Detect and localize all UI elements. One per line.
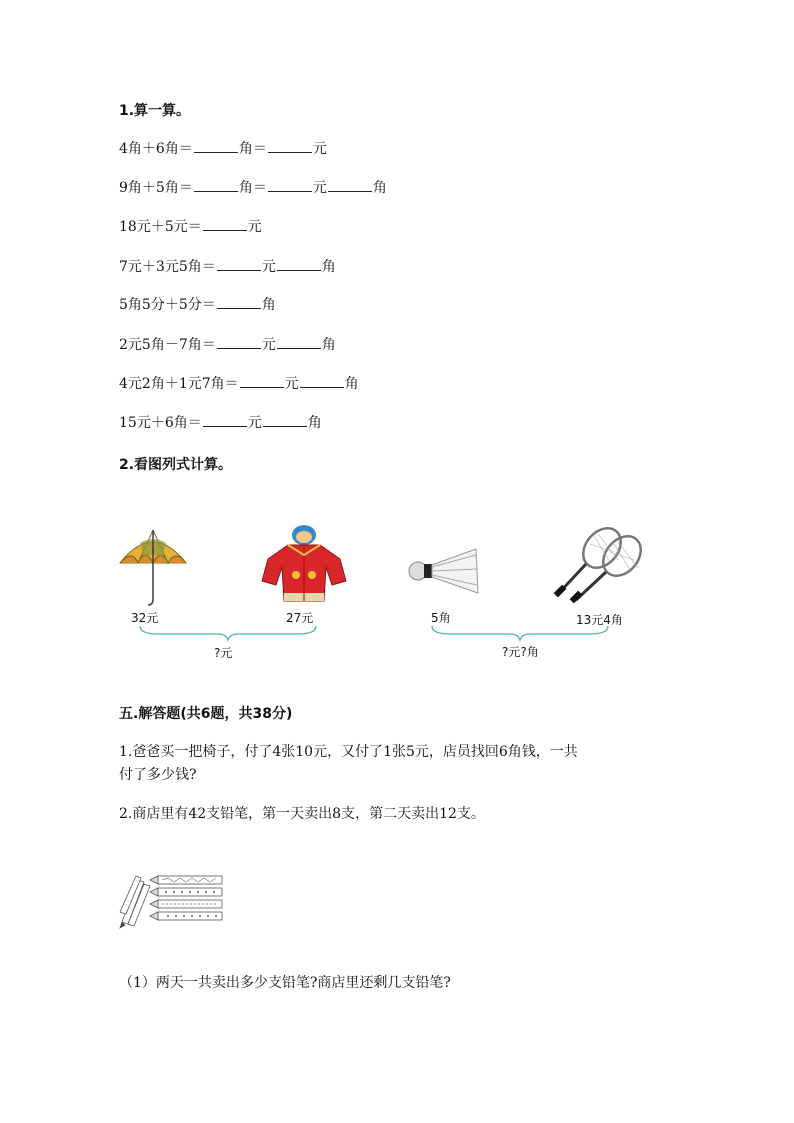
problem-text: 角 <box>307 415 322 431</box>
umbrella-price: 32元 <box>131 611 159 625</box>
shuttlecock-price: 5角 <box>431 611 451 625</box>
problem-text: 角 <box>321 259 336 275</box>
answer-blank[interactable] <box>300 373 344 388</box>
racket-price: 13元4角 <box>576 613 623 627</box>
section1-title: 1.算一算。 <box>119 103 191 119</box>
calc-problem-row <box>119 177 387 197</box>
problem-text: 7元＋3元5角＝ <box>119 259 216 275</box>
problem-text: 元 <box>312 141 327 157</box>
problem-text: 元 <box>284 376 299 392</box>
problem-text: 9角＋5角＝ <box>119 180 193 196</box>
q1-line2: 付了多少钱? <box>119 767 197 783</box>
shuttlecock-icon <box>406 545 481 595</box>
question-left: ?元 <box>214 646 233 660</box>
racket-icon <box>552 522 648 606</box>
problem-text: 18元＋5元＝ <box>119 219 202 235</box>
umbrella-icon <box>118 527 188 607</box>
left-brace <box>138 624 318 642</box>
calc-problem-row <box>119 373 359 393</box>
calc-problem-row <box>119 294 276 314</box>
problem-text: 2元5角－7角＝ <box>119 337 216 353</box>
q2-sub1: （1）两天一共卖出多少支铅笔?商店里还剩几支铅笔? <box>119 975 451 991</box>
calc-problem-row <box>119 334 336 354</box>
problem-text: 元 <box>247 219 262 235</box>
problem-text: 元 <box>312 180 327 196</box>
answer-blank[interactable] <box>203 412 247 427</box>
calc-problem-row <box>119 412 322 432</box>
problem-text: 角 <box>372 180 387 196</box>
problem-text: 角 <box>321 337 336 353</box>
coat-price: 27元 <box>286 611 314 625</box>
answer-blank[interactable] <box>194 177 238 192</box>
problem-text: 元 <box>261 259 276 275</box>
pencils-icon <box>118 872 228 930</box>
q2-text: 2.商店里有42支铅笔，第一天卖出8支，第二天卖出12支。 <box>119 806 485 822</box>
problem-text: 5角5分＋5分＝ <box>119 297 216 313</box>
coat-icon <box>258 523 350 603</box>
problem-text: 角＝ <box>238 141 267 157</box>
answer-blank[interactable] <box>217 256 261 271</box>
answer-blank[interactable] <box>277 334 321 349</box>
question-right: ?元?角 <box>502 645 539 659</box>
answer-blank[interactable] <box>268 138 312 153</box>
answer-blank[interactable] <box>194 138 238 153</box>
problem-text: 15元＋6角＝ <box>119 415 202 431</box>
calc-problem-row <box>119 138 327 158</box>
section5-title: 五.解答题(共6题，共38分) <box>119 706 293 722</box>
answer-blank[interactable] <box>217 294 261 309</box>
answer-blank[interactable] <box>268 177 312 192</box>
problem-text: 元 <box>261 337 276 353</box>
answer-blank[interactable] <box>240 373 284 388</box>
answer-blank[interactable] <box>277 256 321 271</box>
problem-text: 4角＋6角＝ <box>119 141 193 157</box>
answer-blank[interactable] <box>263 412 307 427</box>
q1-line1: 1.爸爸买一把椅子，付了4张10元，又付了1张5元，店员找回6角钱，一共 <box>119 744 578 760</box>
answer-blank[interactable] <box>203 216 247 231</box>
answer-blank[interactable] <box>217 334 261 349</box>
problem-text: 4元2角＋1元7角＝ <box>119 376 239 392</box>
problem-text: 元 <box>247 415 262 431</box>
answer-blank[interactable] <box>328 177 372 192</box>
problem-text: 角＝ <box>238 180 267 196</box>
calc-problem-row <box>119 216 262 236</box>
problem-text: 角 <box>344 376 359 392</box>
right-brace <box>430 624 610 642</box>
section2-title: 2.看图列式计算。 <box>119 457 233 473</box>
calc-problem-row <box>119 256 336 276</box>
problem-text: 角 <box>261 297 276 313</box>
